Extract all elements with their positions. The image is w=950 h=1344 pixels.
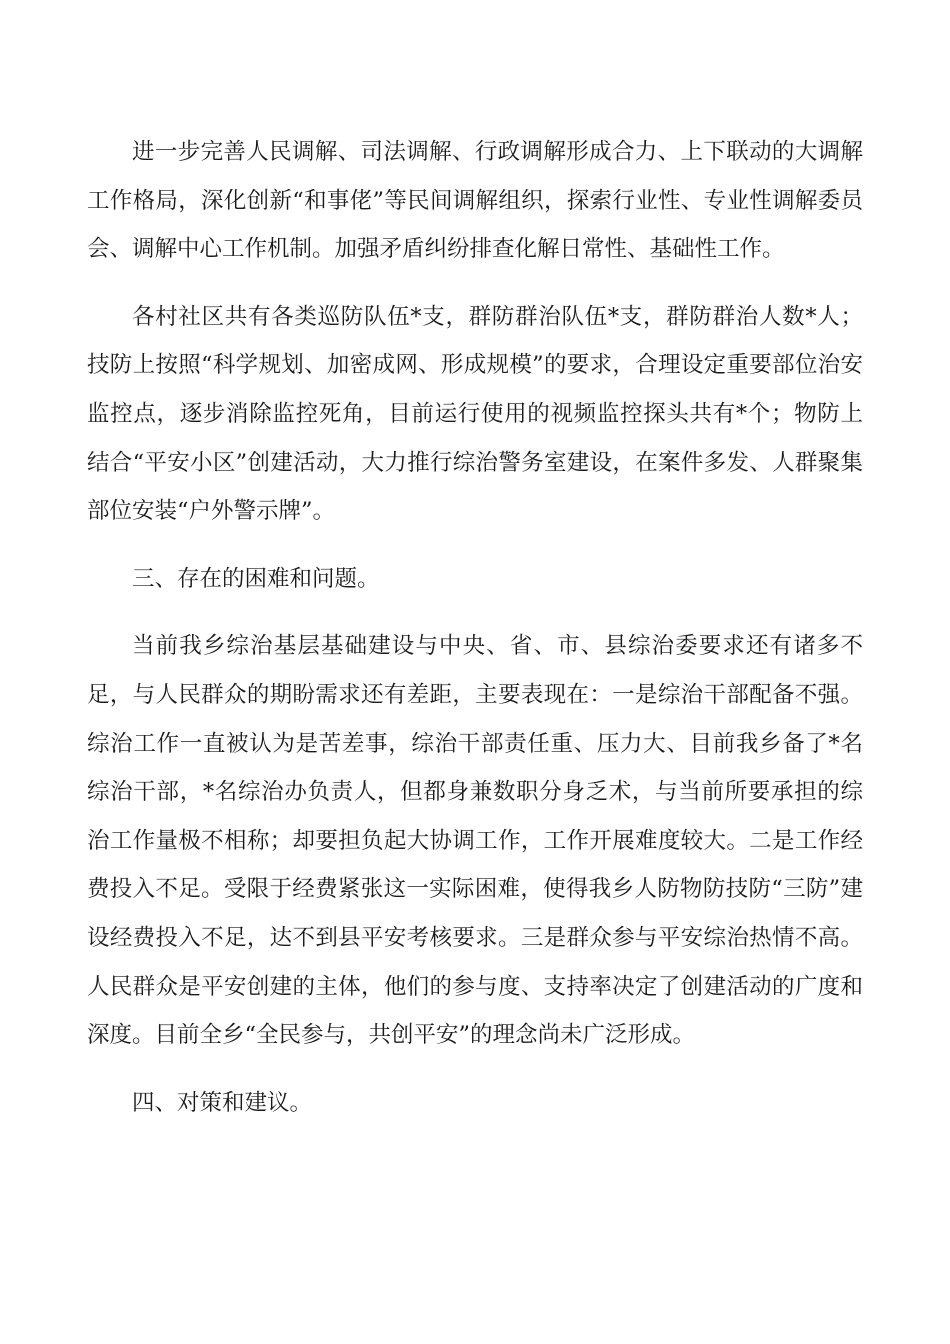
section-heading-problems: 三、存在的困难和问题。 — [132, 565, 380, 592]
paragraph-mediation: 进一步完善人民调解、司法调解、行政调解形成合力、上下联动的大调解工作格局，深化创新“和事佬”等民间调解组织，探索行业性、专业性调解委员会、调解中心工作机制。加强矛盾纠纷排查化解日常性、基础性工作。 — [87, 139, 863, 263]
paragraph-problems: 当前我乡综治基层基础建设与中央、省、市、县综治委要求还有诸多不足，与人民群众的期盼需求还有差距，主要表现在：一是综治干部配备不强。综治工作一直被认为是苦差事，综治干部责任重、压力大、目前我乡备了*名综治干部，*名综治办负责人，但都身兼数职分身乏术，与当前所要承担的综治工作量极不相称；却要担负起大协调工作，工作开展难度较大。二是工作经费投入不足。受限于经费紧张这一实际困难，使得我乡人防物防技防“三防”建设经费投入不足，达不到县平安考核要求。三是群众参与平安综治热情不高。人民群众是平安创建的主体，他们的参与度、支持率决定了创建活动的广度和深度。目前全乡“全民参与，共创平安”的理念尚未广泛形成。 — [87, 633, 863, 1049]
section-heading-suggestions: 四、对策和建议。 — [132, 1089, 313, 1116]
paragraph-patrol-teams: 各村社区共有各类巡防队伍*支，群防群治队伍*支，群防群治人数*人；技防上按照“科学规划、加密成网、形成规模”的要求，合理设定重要部位治安监控点，逐步消除监控死角，目前运行使用的视频监控探头共有*个；物防上结合“平安小区”创建活动，大力推行综治警务室建设，在案件多发、人群聚集部位安装“户外警示牌”。 — [87, 303, 863, 525]
document-body — [87, 128, 863, 1146]
